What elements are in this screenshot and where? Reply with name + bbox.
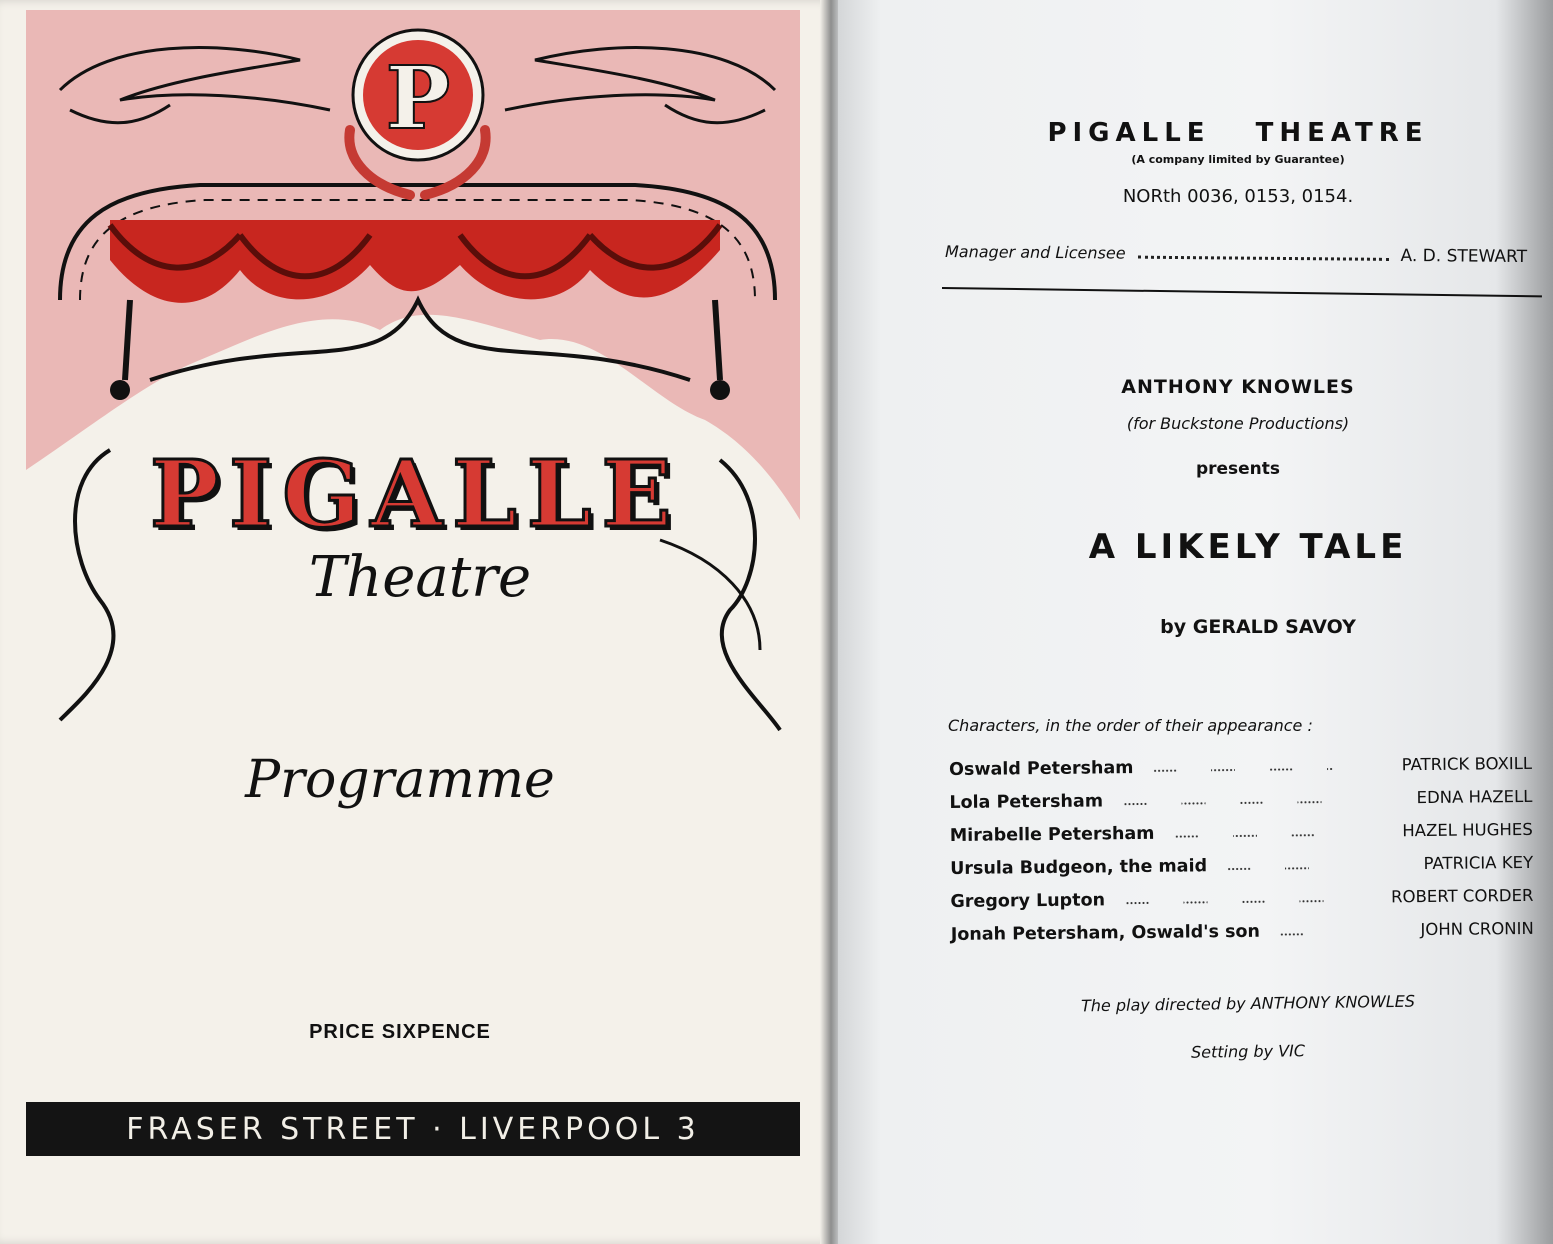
leader-dots: [1138, 246, 1389, 261]
header-rule: [942, 287, 1542, 297]
cast-actor: ROBERT CORDER: [1390, 885, 1534, 907]
leader-dots: [1125, 895, 1336, 905]
leader-dots: [1123, 796, 1335, 806]
manager-name: A. D. STEWART: [1400, 245, 1528, 268]
theatre-name: PIGALLE THEATRE: [1047, 118, 1429, 148]
setting-credit: Setting by VIC: [1190, 1041, 1306, 1062]
cast-actor: HAZEL HUGHES: [1402, 819, 1533, 841]
cast-row: [951, 919, 1534, 958]
leader-dots: [1280, 928, 1336, 937]
presents-label: presents: [1195, 459, 1281, 479]
cover-price: PRICE SIXPENCE: [309, 1021, 491, 1043]
cast-role: Ursula Budgeon, the maid: [950, 856, 1208, 879]
cast-actor: EDNA HAZELL: [1416, 786, 1533, 808]
cover-subtitle-word: Theatre: [308, 545, 532, 610]
play-title: A LIKELY TALE: [1088, 527, 1408, 567]
phone-numbers: NORth 0036, 0153, 0154.: [1122, 186, 1354, 207]
director-credit: The play directed by ANTHONY KNOWLES: [1080, 991, 1416, 1016]
cover-footer-band: [26, 1102, 800, 1156]
cast-actor: PATRICK BOXILL: [1401, 753, 1533, 775]
manager-row: [945, 242, 1527, 273]
play-author: by GERALD SAVOY: [1160, 616, 1356, 638]
company-note: (A company limited by Guarantee): [1131, 153, 1345, 166]
cast-role: Oswald Petersham: [949, 758, 1134, 780]
producer-name: ANTHONY KNOWLES: [1121, 376, 1355, 398]
leader-dots: [1153, 763, 1334, 773]
cast-actor: PATRICIA KEY: [1423, 852, 1534, 874]
logo-letter: P: [385, 48, 451, 149]
cast-heading: Characters, in the order of their appearance :: [948, 716, 1313, 735]
cover-title-word: PIGALLE: [150, 440, 682, 548]
programme-inner-page: [838, 0, 1553, 1244]
leader-dots: [1227, 862, 1335, 871]
cast-role: Jonah Petersham, Oswald's son: [950, 921, 1261, 945]
cast-role: Gregory Lupton: [950, 890, 1106, 912]
cast-role: Mirabelle Petersham: [949, 823, 1155, 846]
cover-address: FRASER STREET · LIVERPOOL 3: [126, 1111, 700, 1147]
cast-actor: JOHN CRONIN: [1420, 918, 1534, 940]
manager-label: Manager and Licensee: [944, 242, 1126, 263]
cast-role: Lola Petersham: [949, 791, 1104, 813]
cast-list: [949, 754, 1534, 958]
page-spine: [820, 0, 840, 1244]
cover-programme-word: Programme: [245, 750, 555, 810]
leader-dots: [1174, 829, 1334, 839]
producer-note: (for Buckstone Productions): [1126, 414, 1350, 433]
